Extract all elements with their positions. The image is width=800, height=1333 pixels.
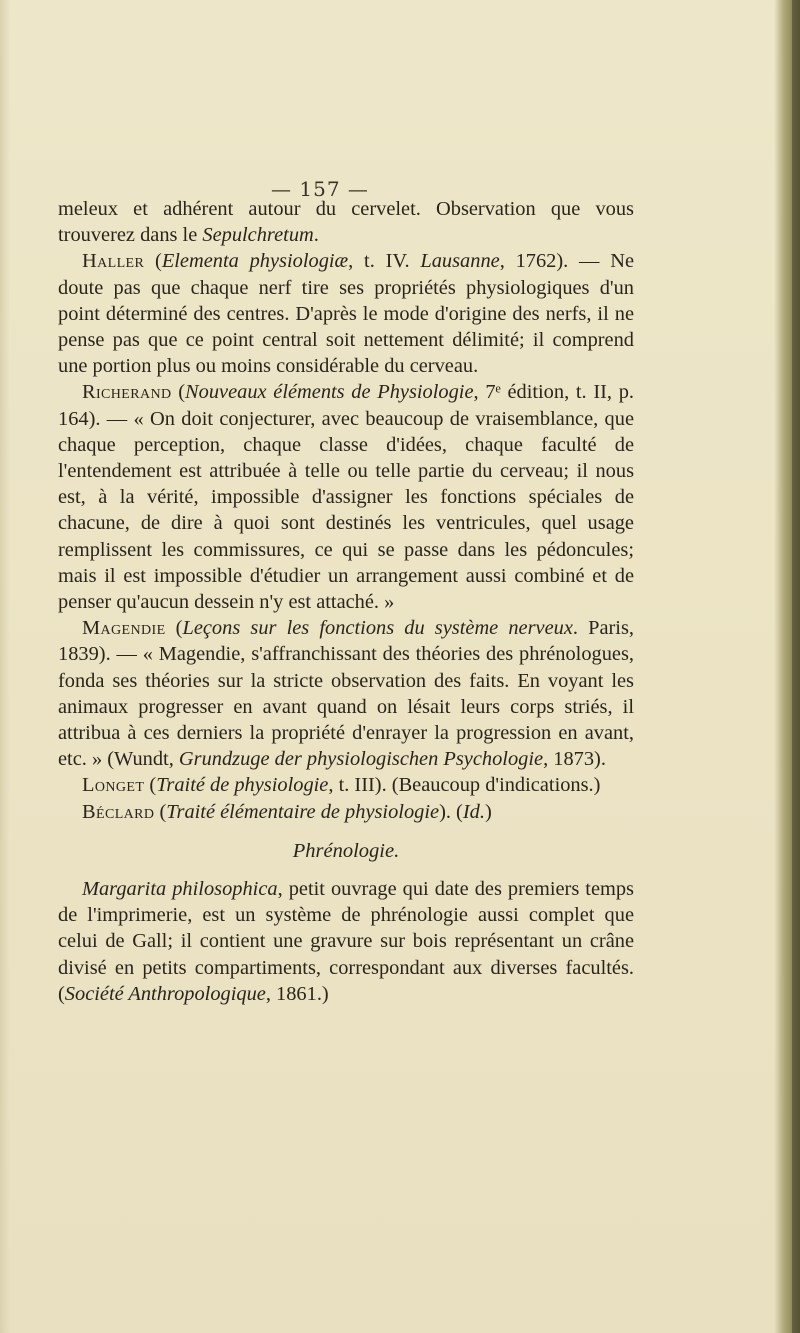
body-text (58, 196, 634, 1007)
work-title: Grundzuge der physiologischen Psychologie (178, 748, 544, 771)
society-name: Société Anthropologique (64, 982, 266, 1005)
paragraph-continuation: meleux et adhérent autour du cervelet. Observation que vous trouverez dans le Sepulchretum. (58, 198, 634, 247)
work-title: Leçons sur les fonctions du système nerveux (182, 617, 573, 640)
paragraph-richerand: Richerand (Nouveaux éléments de Physiologie, 7ᵉ édition, t. II, p. 164). — « On doit conjecturer, avec beaucoup de vraisemblance, que chaque perception, chaque classe d'idées, chaque faculté de l'entendement est attribuée à telle ou telle partie du cerveau; il nous est, à la vérité, impossible d'assigner les fonctions spéciales de chacune, de dire à quoi sont destinés les ventricules, quel usage remplissent les commissures, ce qui se passe dans les pédoncules; mais il est impossible d'étudier un arrangement aussi combiné et de penser qu'aucun dessein n'y est attaché. » (58, 381, 634, 614)
paragraph-longet: Longet (Traité de physiologie, t. III). (Beaucoup d'indications.) (82, 774, 601, 797)
work-title: Traité élémentaire de physiologie (166, 800, 440, 823)
work-title: Elementa physiologiæ (161, 250, 349, 273)
place-name: Lausanne (420, 250, 500, 273)
work-title: Sepulchretum (202, 224, 314, 247)
paragraph-margarita: Margarita philosophica, petit ouvrage qui date des premiers temps de l'imprimerie, est un système de phrénologie aussi complet que celui de Gall; il contient une gravure sur bois représentant un crâne divisé en petits compartiments, correspondant aux diverses facultés. (Société Anthropologique, 1861.) (58, 878, 634, 1005)
author-name: Magendie (82, 617, 166, 640)
author-name: Longet (82, 774, 145, 797)
paragraph-haller: Haller (Elementa physiologiæ, t. IV. Lausanne, 1762). — Ne doute pas que chaque nerf tire ses propriétés physiologiques d'un point déterminé des centres. D'après le mode d'origine des nerfs, il ne pense pas que ce point central soit nettement délimité; il comprend une portion plus ou moins considérable du cerveau. (58, 250, 634, 378)
author-name: Richerand (82, 381, 172, 404)
work-title: Margarita philosophica (82, 878, 278, 901)
ibid-reference: Id. (462, 800, 485, 823)
section-heading: Phrénologie. (292, 839, 400, 862)
page-edge-dark (792, 0, 800, 1333)
paragraph-magendie: Magendie (Leçons sur les fonctions du système nerveux. Paris, 1839). — « Magendie, s'affranchissant des théories des phrénologues, fonda ses théories sur la stricte observation des faits. En voyant les animaux progresser en avant quand on lésait leurs corps striés, il attribua à ces derniers la propriété d'enrayer la progression en avant, etc. » (Wundt, Grundzuge der physiologischen Psychologie, 1873). (58, 617, 635, 771)
work-title: Traité de physiologie (156, 774, 329, 797)
paragraph-beclard: Béclard (Traité élémentaire de physiologie). (Id.) (82, 800, 492, 823)
work-title: Nouveaux éléments de Physiologie (185, 381, 474, 404)
author-name: Béclard (82, 800, 155, 823)
author-name: Haller (82, 250, 145, 273)
page-number: — 157 — (271, 177, 369, 201)
